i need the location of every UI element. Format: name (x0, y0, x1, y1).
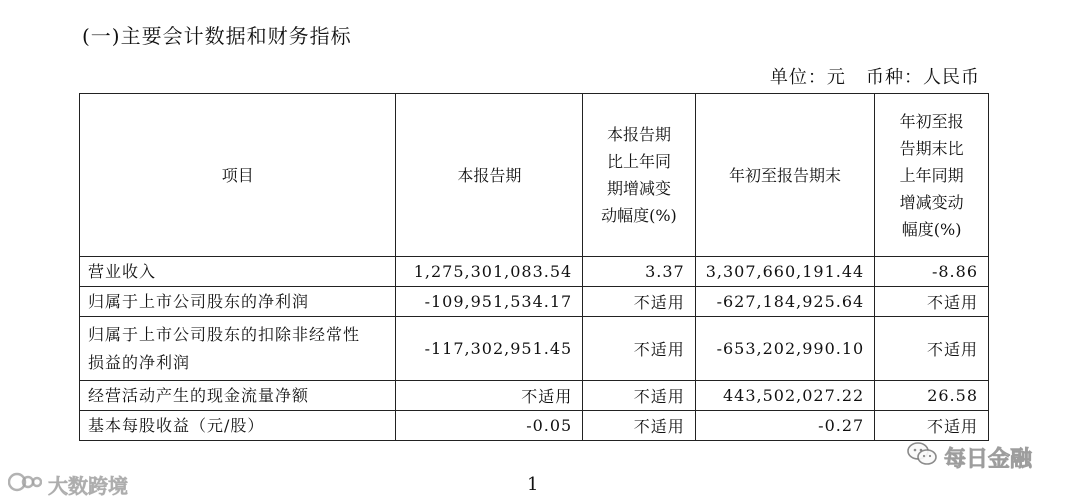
page-number: 1 (527, 474, 539, 495)
cell-current-change: 不适用 (583, 317, 695, 381)
cell-current-change: 不适用 (583, 411, 695, 441)
cell-current-change: 不适用 (583, 381, 695, 411)
header-current-period: 本报告期 (396, 94, 583, 257)
row-label: 归属于上市公司股东的扣除非经常性 损益的净利润 (80, 317, 396, 381)
cell-ytd-change: 不适用 (875, 411, 989, 441)
header-current-change: 本报告期 比上年同 期增减变 动幅度(%) (583, 94, 695, 257)
cell-ytd: 3,307,660,191.44 (695, 257, 875, 287)
watermark-left-text: 大数跨境 (48, 474, 128, 498)
table-row (80, 287, 989, 317)
cell-ytd-change: -8.86 (875, 257, 989, 287)
table-row (80, 411, 989, 441)
financial-data-table (79, 93, 989, 441)
cell-ytd: -627,184,925.64 (695, 287, 875, 317)
header-ytd: 年初至报告期末 (695, 94, 875, 257)
table-header-row (80, 94, 989, 257)
row-label: 营业收入 (80, 257, 396, 287)
cell-current: -109,951,534.17 (396, 287, 583, 317)
row-label: 归属于上市公司股东的净利润 (80, 287, 396, 317)
cell-ytd: -0.27 (695, 411, 875, 441)
unit-currency-line: 单位：元 币种：人民币 (769, 67, 980, 88)
table-row (80, 381, 989, 411)
cell-ytd-change: 不适用 (875, 287, 989, 317)
cell-current: 不适用 (396, 381, 583, 411)
watermark-right (906, 441, 1032, 473)
cell-ytd: -653,202,990.10 (695, 317, 875, 381)
cell-current-change: 3.37 (583, 257, 695, 287)
cell-ytd-change: 26.58 (875, 381, 989, 411)
table-row (80, 317, 989, 381)
row-label: 基本每股收益（元/股） (80, 411, 396, 441)
watermark-right-text: 每日金融 (944, 446, 1033, 472)
section-title: (一)主要会计数据和财务指标 (82, 24, 352, 48)
row-label: 经营活动产生的现金流量净额 (80, 381, 396, 411)
cell-current: 1,275,301,083.54 (396, 257, 583, 287)
cell-current: -0.05 (396, 411, 583, 441)
header-ytd-change: 年初至报 告期末比 上年同期 增减变动 幅度(%) (875, 94, 989, 257)
watermark-left (8, 470, 128, 499)
header-item: 项目 (80, 94, 396, 257)
cell-current-change: 不适用 (583, 287, 695, 317)
cell-current: -117,302,951.45 (396, 317, 583, 381)
table-row (80, 257, 989, 287)
cell-ytd: 443,502,027.22 (695, 381, 875, 411)
bigdata-logo-icon (8, 471, 42, 498)
wechat-icon (906, 441, 938, 473)
cell-ytd-change: 不适用 (875, 317, 989, 381)
